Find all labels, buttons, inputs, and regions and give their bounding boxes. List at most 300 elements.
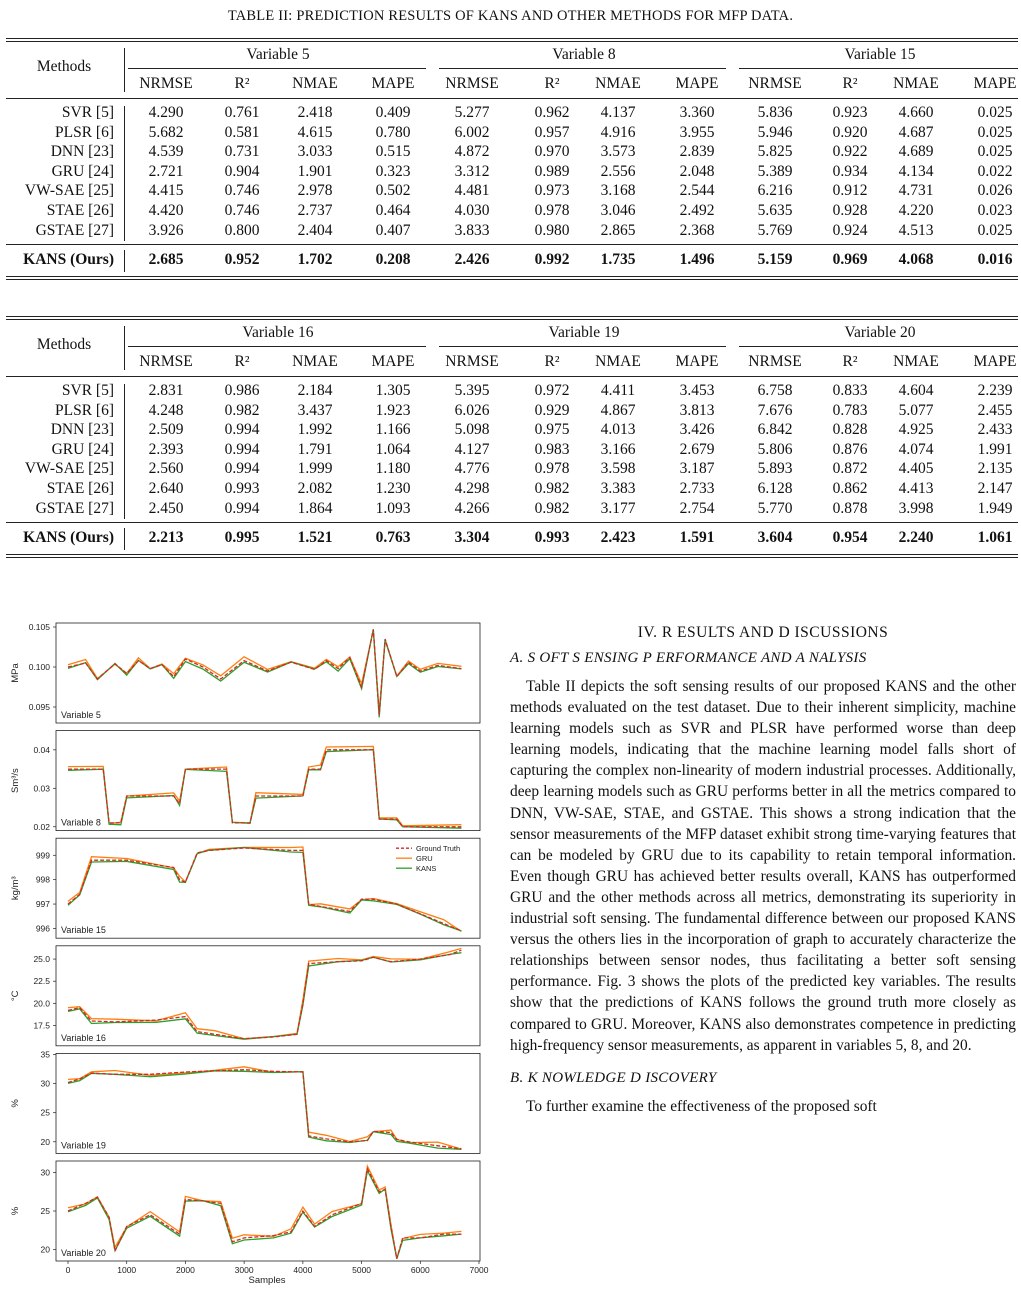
table-cell: 1.949 <box>977 499 1013 517</box>
table-cell: 4.872 <box>454 143 490 161</box>
legend-entry: GRU <box>416 854 433 864</box>
table-cell: 3.166 <box>600 440 636 458</box>
group-header: Variable 15 <box>844 46 916 63</box>
table-cell: 1.923 <box>375 401 411 419</box>
table-cell: 2.754 <box>679 499 715 517</box>
best-method-name: KANS (Ours) <box>23 529 114 546</box>
x-tick-label: 3000 <box>234 1265 254 1275</box>
table-cell: 0.323 <box>375 162 411 180</box>
table-cell: 4.013 <box>600 421 636 439</box>
y-tick-label: 25.0 <box>33 954 50 965</box>
metric-header: NMAE <box>893 75 939 92</box>
metric-header: R² <box>544 75 560 92</box>
table-cell: 0.994 <box>224 421 260 439</box>
group-header: Variable 5 <box>246 46 310 63</box>
table-cell: 2.184 <box>297 382 333 399</box>
methods-separator-best <box>124 528 125 550</box>
table-body-rule <box>6 244 1018 245</box>
table-cell: 0.975 <box>534 421 570 439</box>
metric-header: NRMSE <box>445 353 499 370</box>
table-cell: 6.026 <box>454 401 490 419</box>
table-cell: 4.290 <box>148 104 184 121</box>
table-cell: 0.025 <box>977 221 1013 239</box>
table-cell: 5.077 <box>898 401 934 419</box>
y-tick-label: 22.5 <box>33 976 50 987</box>
best-cell: 2.240 <box>898 529 934 546</box>
table-cell: 4.127 <box>454 440 490 458</box>
table-cell: 0.862 <box>832 480 868 497</box>
panel-frame <box>56 731 480 831</box>
table-cell: 2.831 <box>148 382 184 399</box>
table-cell: 6.842 <box>757 421 793 439</box>
table-cell: 3.437 <box>297 401 333 419</box>
group-underline <box>128 68 426 69</box>
group-underline <box>128 346 426 347</box>
best-method-name: KANS (Ours) <box>23 251 114 268</box>
table-cell: 0.876 <box>832 440 868 458</box>
table-cell: 5.098 <box>454 421 490 439</box>
table-header-rule <box>6 98 1018 99</box>
table-cell: 4.731 <box>898 182 934 200</box>
best-cell: 0.969 <box>832 251 868 268</box>
methods-separator-body <box>124 106 125 241</box>
best-cell: 2.426 <box>454 251 490 268</box>
table-cell: 0.934 <box>832 162 868 180</box>
methods-separator-best <box>124 250 125 272</box>
x-tick-label: 1000 <box>117 1265 137 1275</box>
panel-name: Variable 8 <box>61 817 101 828</box>
best-cell: 0.993 <box>534 529 570 546</box>
table-cell: 1.992 <box>297 421 333 439</box>
table-cell: 2.048 <box>679 162 715 180</box>
table-cell: 4.916 <box>600 123 636 141</box>
y-tick-label: 20 <box>40 1136 50 1147</box>
table-cell: 0.994 <box>224 440 260 458</box>
method-name: DNN [23] <box>50 143 114 161</box>
table-cell: 3.998 <box>898 499 934 517</box>
panel-name: Variable 19 <box>61 1140 106 1151</box>
table-cell: 5.946 <box>757 123 793 141</box>
table-cell: 0.833 <box>832 382 868 399</box>
method-name: VW-SAE [25] <box>24 460 114 478</box>
table-cell: 0.502 <box>375 182 411 200</box>
table-cell: 0.026 <box>977 182 1013 200</box>
table-cell: 0.928 <box>832 202 868 219</box>
y-axis-label: MPa <box>10 663 21 683</box>
table-cell: 5.389 <box>757 162 793 180</box>
metric-header: NRMSE <box>748 353 802 370</box>
table-cell: 4.134 <box>898 162 934 180</box>
table-cell: 2.393 <box>148 440 184 458</box>
table-top-rule-2 <box>6 319 1018 320</box>
metric-header: NMAE <box>292 353 338 370</box>
subsection-a-title: A. S OFT S ENSING P ERFORMANCE AND A NALYSIS <box>510 650 867 666</box>
table-cell: 0.023 <box>977 202 1013 219</box>
paragraph-b: To further examine the effectiveness of the proposed soft <box>526 1097 877 1115</box>
table-cell: 3.033 <box>297 143 333 161</box>
metric-header: MAPE <box>973 353 1017 370</box>
table-cell: 1.305 <box>375 382 411 399</box>
panel-frame <box>56 1053 480 1153</box>
metric-header: NMAE <box>893 353 939 370</box>
panel-name: Variable 20 <box>61 1248 106 1258</box>
table-cell: 3.598 <box>600 460 636 478</box>
y-tick-label: 0.105 <box>28 622 50 632</box>
method-name: GSTAE [27] <box>35 499 114 517</box>
table-bottom-rule-2 <box>6 279 1018 280</box>
metric-header: NRMSE <box>139 353 193 370</box>
table-cell: 3.833 <box>454 221 490 239</box>
table-cell: 1.791 <box>297 440 333 458</box>
table-cell: 2.839 <box>679 143 715 161</box>
table-cell: 4.776 <box>454 460 490 478</box>
table-cell: 0.025 <box>977 104 1013 121</box>
table-cell: 5.836 <box>757 104 793 121</box>
table-cell: 4.415 <box>148 182 184 200</box>
table-cell: 5.825 <box>757 143 793 161</box>
table-cell: 0.972 <box>534 382 570 399</box>
table-cell: 7.676 <box>757 401 793 419</box>
method-name: PLSR [6] <box>55 401 114 419</box>
table-cell: 0.962 <box>534 104 570 121</box>
method-name: SVR [5] <box>61 104 114 121</box>
paragraph-a: Table II depicts the soft sensing results of our proposed KANS and the other methods evaluated on the test dataset. Due to their inherent simplicity, machine learning models such as SVR and PLSR have performed worse than deep learning models, indicating that the machine learning model falls short of capturing the complex non-linearity of modern industrial processes. Additionally, deep learning models such as GRU performs better in all the metrics compared to DNN, VW-SAE, STAE, and GSTAE. This shows a strong indication that the sensor measurements of the MFP dataset exhibit strong time-varying features that can be modeled by GRU due to its capability to retain temporal information. Even though GRU has achieved better results overall, KANS has outperformed GRU and the other methods across all metrics, demonstrating its superiority in industrial soft sensing. The fundamental difference between our proposed KANS versus the others lies in the incorporation of graph to accurately characterize the relationships between sensor nodes, thus facilitating a better soft sensing performance. Fig. 3 shows the plots of the predicted key variables. The results show that the predictions of KANS follows the ground truth more closely as compared to GRU. Moreover, KANS also demonstrates competence in predicting high-frequency sensor measurements, as apparent in variables 5, 8, and 20. <box>510 678 1016 1054</box>
table-cell: 6.128 <box>757 480 793 497</box>
table-bottom-rule <box>6 554 1018 555</box>
table-cell: 4.660 <box>898 104 934 121</box>
table-cell: 0.746 <box>224 202 260 219</box>
table-cell: 1.180 <box>375 460 411 478</box>
table-cell: 5.277 <box>454 104 490 121</box>
metric-header: NRMSE <box>445 75 499 92</box>
panel-name: Variable 15 <box>61 925 106 936</box>
y-tick-label: 25 <box>40 1107 50 1118</box>
table-cell: 5.893 <box>757 460 793 478</box>
table-cell: 0.800 <box>224 221 260 239</box>
results-section <box>510 620 1016 1117</box>
subsection-b-title: B. K NOWLEDGE D ISCOVERY <box>510 1069 717 1086</box>
table-cell: 2.978 <box>297 182 333 200</box>
panel-name: Variable 5 <box>61 710 101 720</box>
table-cell: 1.864 <box>297 499 333 517</box>
table-cell: 3.360 <box>679 104 715 121</box>
table-cell: 0.922 <box>832 143 868 161</box>
table-header-rule <box>6 376 1018 377</box>
best-cell: 0.763 <box>375 529 411 546</box>
group-header: Variable 8 <box>552 46 616 63</box>
best-cell: 0.016 <box>977 251 1013 268</box>
y-tick-label: 997 <box>35 899 50 910</box>
table-cell: 4.266 <box>454 499 490 517</box>
table-cell: 4.481 <box>454 182 490 200</box>
table-cell: 2.721 <box>148 162 184 180</box>
table-top-rule-2 <box>6 41 1018 42</box>
table-cell: 1.999 <box>297 460 333 478</box>
best-cell: 4.068 <box>898 251 934 268</box>
method-name: STAE [26] <box>46 480 114 497</box>
table-cell: 0.970 <box>534 143 570 161</box>
table-cell: 0.780 <box>375 123 411 141</box>
methods-header: Methods <box>36 336 92 353</box>
table-cell: 0.746 <box>224 182 260 200</box>
table-cell: 3.955 <box>679 123 715 141</box>
metric-header: MAPE <box>371 353 415 370</box>
y-tick-label: 20 <box>40 1244 50 1255</box>
method-name: GRU [24] <box>51 440 114 458</box>
results-table-1 <box>6 38 1018 278</box>
y-tick-label: 0.095 <box>28 702 50 712</box>
table-cell: 0.986 <box>224 382 260 399</box>
metric-header: NMAE <box>595 75 641 92</box>
metric-header: MAPE <box>371 75 415 92</box>
table-cell: 2.865 <box>600 221 636 239</box>
table-cell: 2.135 <box>977 460 1013 478</box>
y-axis-label: % <box>10 1099 21 1108</box>
table-cell: 4.298 <box>454 480 490 497</box>
table-cell: 4.030 <box>454 202 490 219</box>
x-tick-label: 6000 <box>410 1265 430 1275</box>
table-cell: 3.177 <box>600 499 636 517</box>
table-cell: 5.770 <box>757 499 793 517</box>
table-cell: 2.082 <box>297 480 333 497</box>
metric-header: R² <box>842 353 858 370</box>
table-cell: 0.731 <box>224 143 260 161</box>
group-underline <box>439 346 726 347</box>
table-cell: 0.828 <box>832 421 868 439</box>
method-name: PLSR [6] <box>55 123 114 141</box>
table-cell: 5.682 <box>148 123 184 141</box>
y-tick-label: 0.100 <box>28 662 50 672</box>
y-tick-label: 996 <box>35 923 50 934</box>
metric-header: MAPE <box>675 353 719 370</box>
metric-header: NMAE <box>595 353 641 370</box>
y-axis-label: % <box>10 1206 21 1216</box>
y-tick-label: 35 <box>40 1049 50 1060</box>
table-bottom-rule <box>6 276 1018 277</box>
table-cell: 2.404 <box>297 221 333 239</box>
table-cell: 2.737 <box>297 202 333 219</box>
table-cell: 0.957 <box>534 123 570 141</box>
table-cell: 2.450 <box>148 499 184 517</box>
table-cell: 2.455 <box>977 401 1013 419</box>
table-cell: 4.925 <box>898 421 934 439</box>
table-cell: 4.513 <box>898 221 934 239</box>
prediction-figure <box>8 621 490 1296</box>
table-cell: 3.453 <box>679 382 715 399</box>
table-cell: 0.978 <box>534 460 570 478</box>
table-cell: 5.806 <box>757 440 793 458</box>
table-cell: 2.733 <box>679 480 715 497</box>
table-cell: 0.920 <box>832 123 868 141</box>
group-underline <box>739 68 1018 69</box>
table-cell: 0.761 <box>224 104 260 121</box>
table-cell: 4.420 <box>148 202 184 219</box>
table-cell: 4.615 <box>297 123 333 141</box>
y-axis-label: Sm³/s <box>10 768 21 794</box>
table-cell: 4.137 <box>600 104 636 121</box>
best-cell: 1.496 <box>679 251 715 268</box>
best-cell: 0.954 <box>832 529 868 546</box>
y-tick-label: 0.04 <box>33 744 50 755</box>
best-cell: 1.735 <box>600 251 636 268</box>
table-cell: 1.166 <box>375 421 411 439</box>
best-cell: 2.213 <box>148 529 184 546</box>
y-tick-label: 0.03 <box>33 783 50 794</box>
best-cell: 0.952 <box>224 251 260 268</box>
best-cell: 1.061 <box>977 529 1013 546</box>
table-cell: 2.560 <box>148 460 184 478</box>
table-cell: 0.904 <box>224 162 260 180</box>
y-tick-label: 30 <box>40 1078 50 1089</box>
table-cell: 3.046 <box>600 202 636 219</box>
best-cell: 0.995 <box>224 529 260 546</box>
best-cell: 1.521 <box>297 529 333 546</box>
table-cell: 2.556 <box>600 162 636 180</box>
best-cell: 5.159 <box>757 251 793 268</box>
method-name: GSTAE [27] <box>35 221 114 239</box>
table-cell: 6.216 <box>757 182 793 200</box>
table-cell: 1.093 <box>375 499 411 517</box>
metric-header: R² <box>842 75 858 92</box>
table-cell: 0.409 <box>375 104 411 121</box>
table-cell: 2.509 <box>148 421 184 439</box>
table-cell: 4.689 <box>898 143 934 161</box>
method-name: STAE [26] <box>46 202 114 219</box>
table-cell: 6.758 <box>757 382 793 399</box>
table-cell: 4.867 <box>600 401 636 419</box>
table-cell: 2.492 <box>679 202 715 219</box>
method-name: VW-SAE [25] <box>24 182 114 200</box>
best-cell: 1.702 <box>297 251 333 268</box>
table-cell: 5.769 <box>757 221 793 239</box>
metric-header: R² <box>234 75 250 92</box>
table-cell: 6.002 <box>454 123 490 141</box>
x-tick-label: 4000 <box>293 1265 313 1275</box>
table-cell: 0.022 <box>977 162 1013 180</box>
table-cell: 0.994 <box>224 499 260 517</box>
group-header: Variable 20 <box>844 324 916 341</box>
table-cell: 1.230 <box>375 480 411 497</box>
table-cell: 4.405 <box>898 460 934 478</box>
table-cell: 5.395 <box>454 382 490 399</box>
table-cell: 2.640 <box>148 480 184 497</box>
metric-header: NMAE <box>292 75 338 92</box>
table-top-rule <box>6 38 1018 39</box>
table-cell: 0.872 <box>832 460 868 478</box>
table-cell: 1.901 <box>297 162 333 180</box>
y-tick-label: 999 <box>35 850 50 861</box>
best-cell: 0.208 <box>375 251 411 268</box>
best-cell: 1.591 <box>679 529 715 546</box>
group-header: Variable 19 <box>548 324 620 341</box>
best-cell: 2.685 <box>148 251 184 268</box>
x-tick-label: 7000 <box>469 1265 489 1275</box>
table-cell: 2.418 <box>297 104 333 121</box>
metric-header: MAPE <box>675 75 719 92</box>
table-cell: 0.025 <box>977 123 1013 141</box>
prediction-chart-svg <box>8 621 490 1296</box>
table-cell: 0.783 <box>832 401 868 419</box>
table-caption: TABLE II: PREDICTION RESULTS OF KANS AND OTHER METHODS FOR MFP DATA. <box>227 8 794 24</box>
group-underline <box>439 68 726 69</box>
methods-separator <box>124 326 125 370</box>
methods-separator <box>124 48 125 92</box>
best-cell: 0.992 <box>534 251 570 268</box>
metric-header: R² <box>544 353 560 370</box>
legend-entry: Ground Truth <box>416 844 461 854</box>
table-cell: 3.573 <box>600 143 636 161</box>
x-tick-label: 5000 <box>352 1265 372 1275</box>
table-cell: 0.982 <box>534 499 570 517</box>
table-cell: 0.989 <box>534 162 570 180</box>
x-tick-label: 0 <box>65 1265 71 1275</box>
table-cell: 0.982 <box>534 480 570 497</box>
table-cell: 4.411 <box>600 382 636 399</box>
table-cell: 0.929 <box>534 401 570 419</box>
table-cell: 0.407 <box>375 221 411 239</box>
table-cell: 4.539 <box>148 143 184 161</box>
table-cell: 0.973 <box>534 182 570 200</box>
x-axis-label: Samples <box>248 1275 286 1286</box>
table-cell: 2.433 <box>977 421 1013 439</box>
table-cell: 0.923 <box>832 104 868 121</box>
table-cell: 3.312 <box>454 162 490 180</box>
table-cell: 0.983 <box>534 440 570 458</box>
method-name: DNN [23] <box>50 421 114 439</box>
table-cell: 0.025 <box>977 143 1013 161</box>
table-cell: 4.074 <box>898 440 934 458</box>
table-cell: 4.413 <box>898 480 934 497</box>
metric-header: NRMSE <box>748 75 802 92</box>
table-cell: 3.168 <box>600 182 636 200</box>
table-cell: 2.239 <box>977 382 1013 399</box>
metric-header: R² <box>234 353 250 370</box>
table-cell: 1.064 <box>375 440 411 458</box>
group-underline <box>739 346 1018 347</box>
method-name: GRU [24] <box>51 162 114 180</box>
best-cell: 3.604 <box>757 529 793 546</box>
table-cell: 0.581 <box>224 123 260 141</box>
y-axis-label: kg/m³ <box>10 876 21 901</box>
best-cell: 3.304 <box>454 529 490 546</box>
table-cell: 5.635 <box>757 202 793 219</box>
method-name: SVR [5] <box>61 382 114 399</box>
methods-header: Methods <box>36 58 92 75</box>
panel-frame <box>56 623 480 723</box>
panel-name: Variable 16 <box>61 1032 106 1043</box>
y-tick-label: 20.0 <box>33 998 50 1009</box>
table-cell: 2.544 <box>679 182 715 200</box>
group-header: Variable 16 <box>242 324 314 341</box>
table-cell: 0.912 <box>832 182 868 200</box>
table-cell: 2.679 <box>679 440 715 458</box>
best-cell: 2.423 <box>600 529 636 546</box>
table-top-rule <box>6 316 1018 317</box>
metric-header: NRMSE <box>139 75 193 92</box>
table-cell: 0.993 <box>224 480 260 497</box>
table-cell: 0.878 <box>832 499 868 517</box>
table-body-rule <box>6 522 1018 523</box>
y-tick-label: 25 <box>40 1206 50 1216</box>
x-tick-label: 2000 <box>175 1265 195 1275</box>
table-cell: 2.368 <box>679 221 715 239</box>
table-cell: 3.187 <box>679 460 715 478</box>
table-cell: 0.464 <box>375 202 411 219</box>
metric-header: MAPE <box>973 75 1017 92</box>
table-cell: 0.924 <box>832 221 868 239</box>
table-cell: 0.980 <box>534 221 570 239</box>
table-cell: 3.926 <box>148 221 184 239</box>
